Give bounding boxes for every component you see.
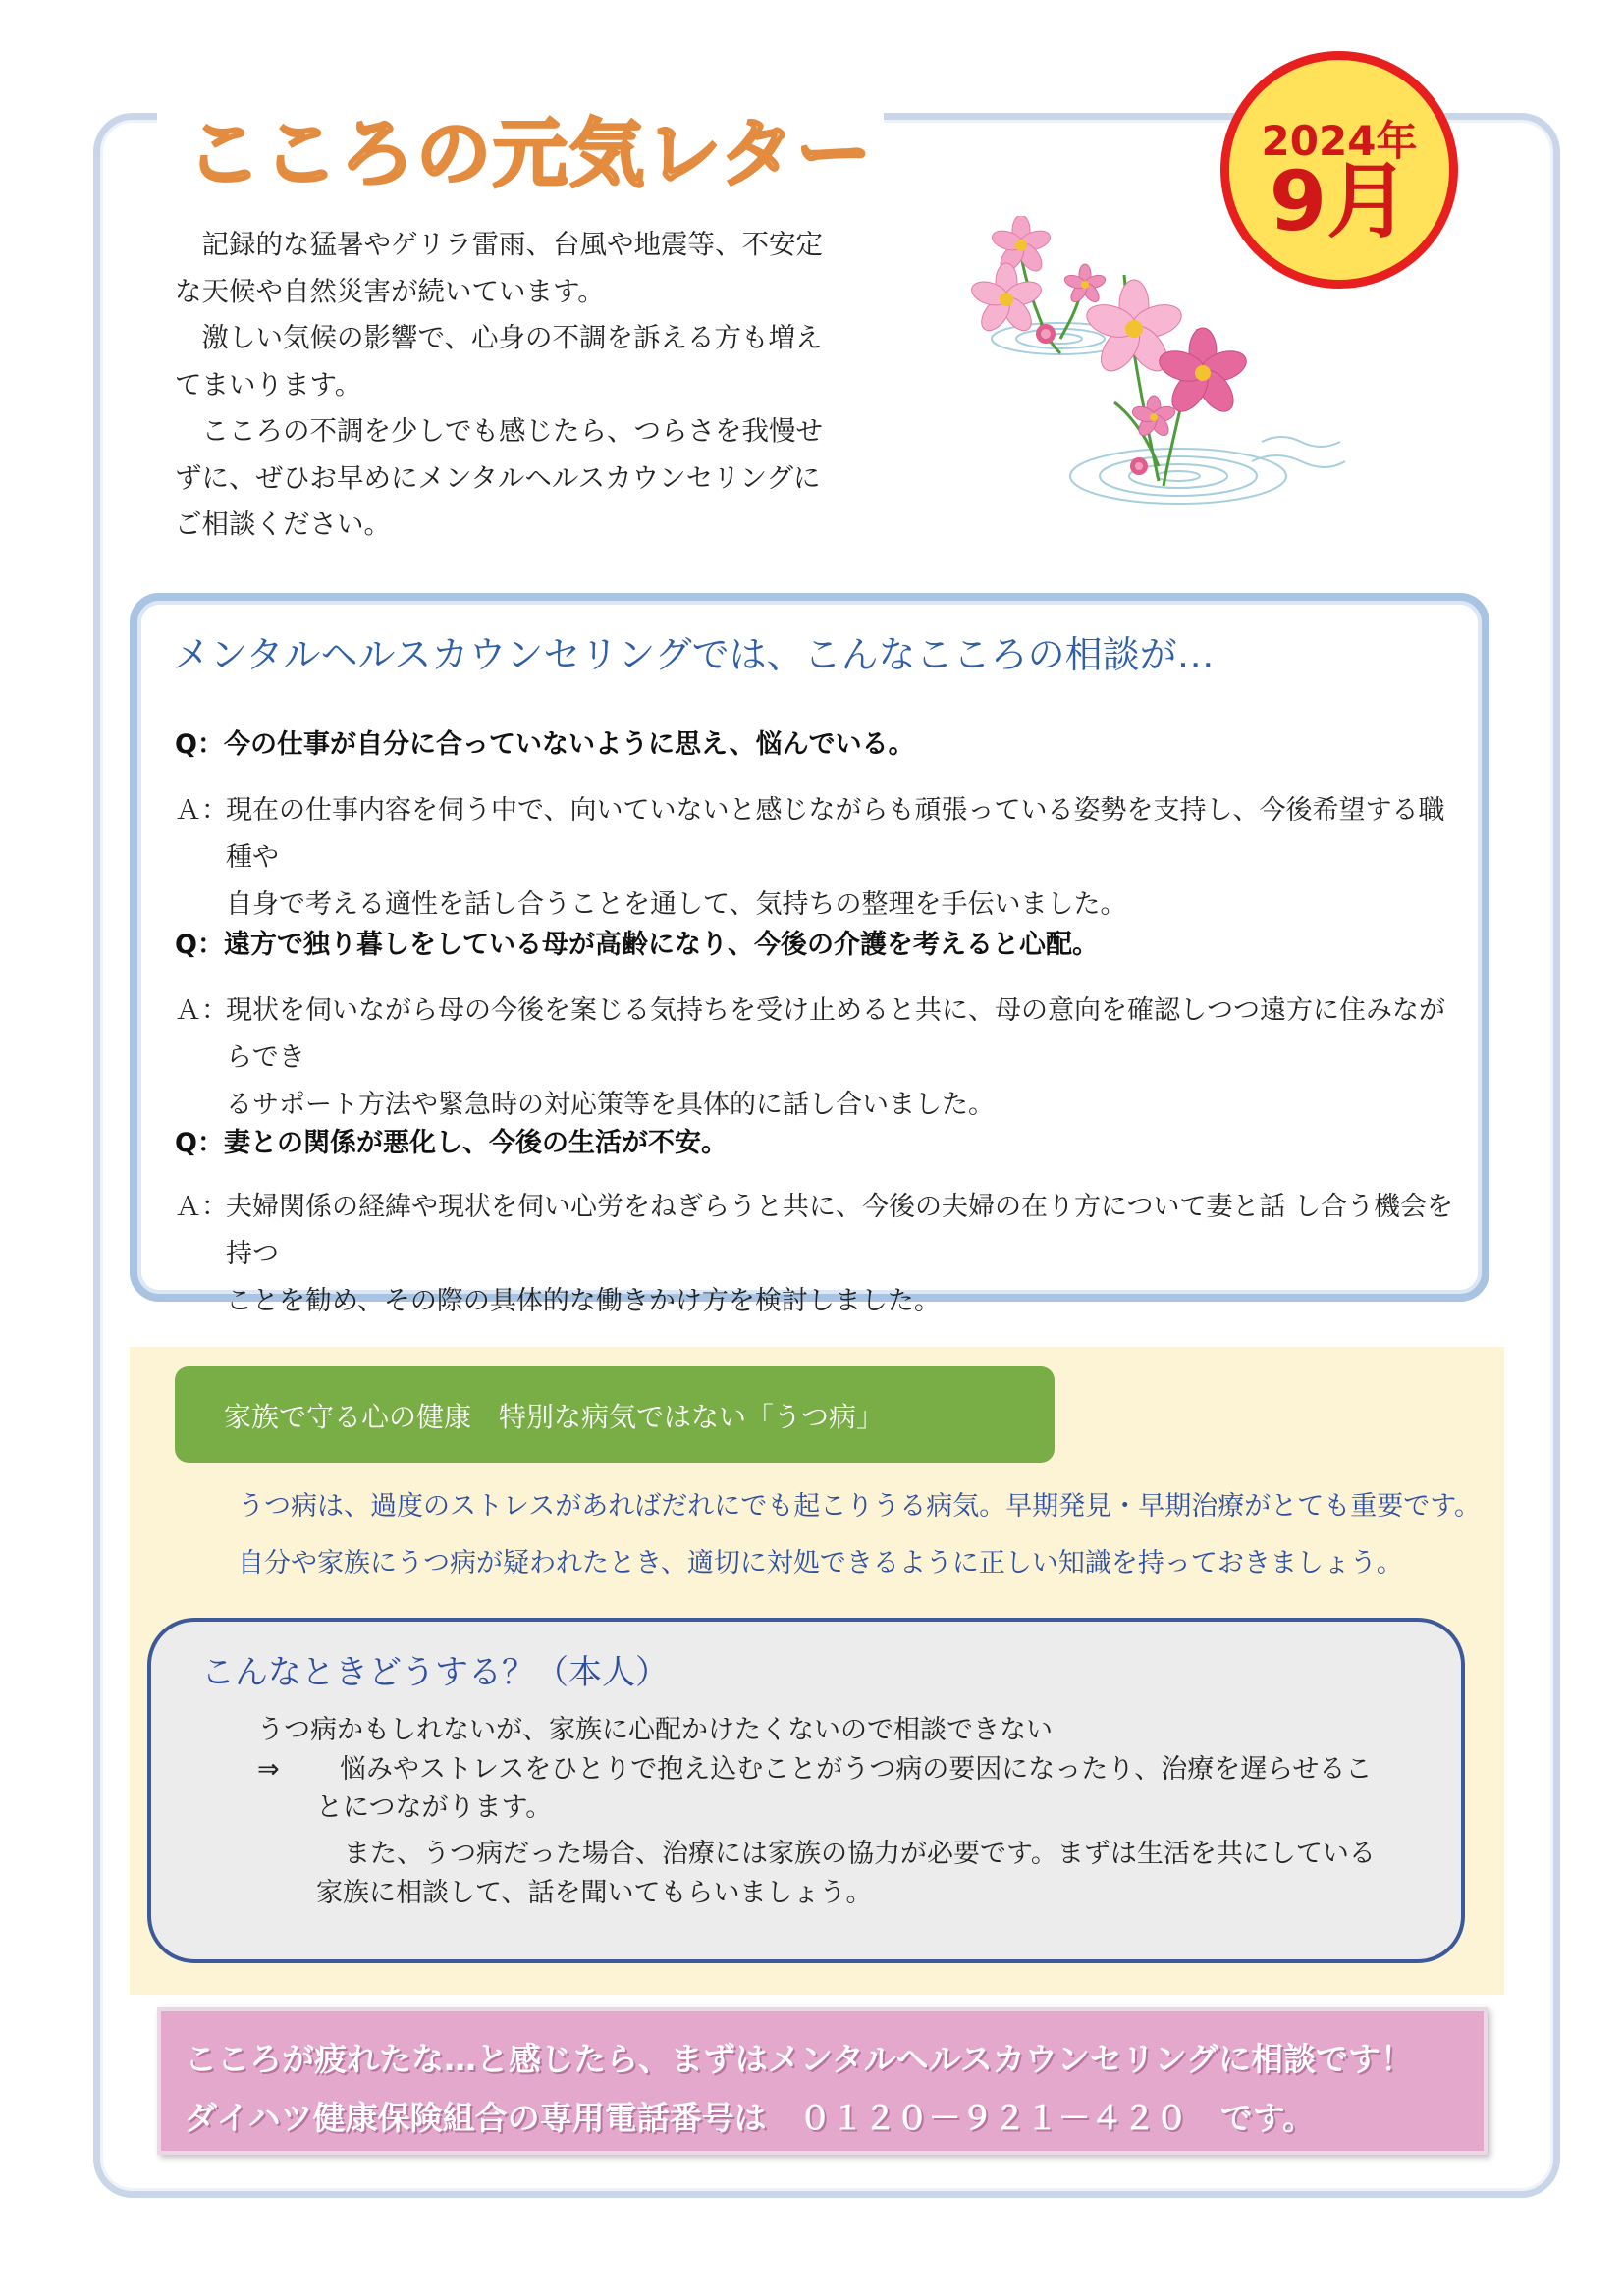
intro-paragraph: こころの不調を少しでも感じたら、つらさを我慢せずに、ぜひお早めにメンタルヘルスカウンセリングにご相談ください。 xyxy=(175,415,823,540)
answer-line: ことを勧め、その際の具体的な働きかけ方を検討しました。 xyxy=(226,1286,941,1316)
answer-line: るサポート方法や緊急時の対応策等を具体的に話し合いました。 xyxy=(226,1090,995,1120)
answer-label: Ａ： xyxy=(175,1192,228,1222)
intro-text xyxy=(175,222,842,549)
answer xyxy=(175,988,1471,1129)
banner-line: こころが疲れたな…と感じたら、まずはメンタルヘルスカウンセリングに相談です！ xyxy=(185,2040,1414,2078)
answer-line: 夫婦関係の経緯や現状を伺い心労をねぎらうと共に、今後の夫婦の在り方について妻と話 し合う機会を持つ xyxy=(226,1192,1454,1269)
date-year: 2024年 xyxy=(1261,117,1418,165)
arrow-icon: ⇒ xyxy=(257,1754,280,1785)
cosmos-flower xyxy=(1130,457,1148,475)
cosmos-flower xyxy=(1156,328,1250,418)
howto-answer-line: 家族に相談して、話を聞いてもらいましょう。 xyxy=(316,1878,873,1908)
banner-phone-line: ダイハツ健康保険組合の専用電話番号は ０１２０－９２１－４２０ です。 xyxy=(185,2099,1316,2137)
answer-line: 自身で考える適性を話し合うことを通して、気持ちの整理を手伝いました。 xyxy=(226,889,1127,920)
family-section-title: 家族で守る心の健康 特別な病気ではない「うつ病」 xyxy=(224,1401,885,1433)
date-month: 9月 xyxy=(1269,153,1410,249)
intro-paragraph: 激しい気候の影響で、心身の不調を訴える方も増えてまいります。 xyxy=(175,322,823,400)
howto-concern: うつ病かもしれないが、家族に心配かけたくないので相談できない xyxy=(257,1715,1053,1745)
howto-answer-line: とにつながります。 xyxy=(316,1792,553,1823)
question: Q：遠方で独り暮しをしている母が高齢になり、今後の介護を考えると心配。 xyxy=(175,930,1099,960)
answer-label: Ａ： xyxy=(175,995,228,1026)
question: Q：今の仕事が自分に合っていないように思え、悩んでいる。 xyxy=(175,729,915,760)
answer-line: 現状を伺いながら母の今後を案じる気持ちを受け止めると共に、母の意向を確認しつつ遠方に住みながらでき xyxy=(226,995,1445,1073)
answer-line: 現在の仕事内容を伺う中で、向いていないと感じながらも頑張っている姿勢を支持し、今後希望する職種や xyxy=(226,795,1445,873)
howto-answer-line: また、うつ病だった場合、治療には家族の協力が必要です。まずは生活を共にしている xyxy=(344,1839,1376,1869)
page-title: こころの元気レター xyxy=(187,110,873,197)
answer-label: Ａ： xyxy=(175,795,228,826)
cosmos-flower xyxy=(990,216,1053,275)
answer xyxy=(175,787,1471,929)
intro-paragraph: 記録的な猛暑やゲリラ雷雨、台風や地震等、不安定な天候や自然災害が続いています。 xyxy=(175,229,823,307)
cosmos-flower xyxy=(1036,324,1056,344)
question: Q：妻との関係が悪化し、今後の生活が不安。 xyxy=(175,1128,728,1158)
cosmos-flowers-illustration xyxy=(967,216,1380,540)
answer xyxy=(175,1184,1471,1325)
cosmos-flower xyxy=(1130,396,1176,439)
family-text-line: うつ病は、過度のストレスがあればだれにでも起こりうる病気。早期発見・早期治療がとても重要です。 xyxy=(238,1491,1482,1522)
howto-answer-line: 悩みやストレスをひとりで抱え込むことがうつ病の要因になったり、治療を遅らせるこ xyxy=(340,1754,1373,1785)
cosmos-flower xyxy=(1063,264,1108,304)
counseling-heading: メンタルヘルスカウンセリングでは、こんなこころの相談が… xyxy=(173,633,1215,676)
family-section-tab xyxy=(175,1366,1055,1463)
family-text-line: 自分や家族にうつ病が疑われたとき、適切に対処できるように正しい知識を持っておきましょう。 xyxy=(238,1548,1403,1578)
howto-title: こんなときどうする？（本人） xyxy=(201,1653,669,1692)
